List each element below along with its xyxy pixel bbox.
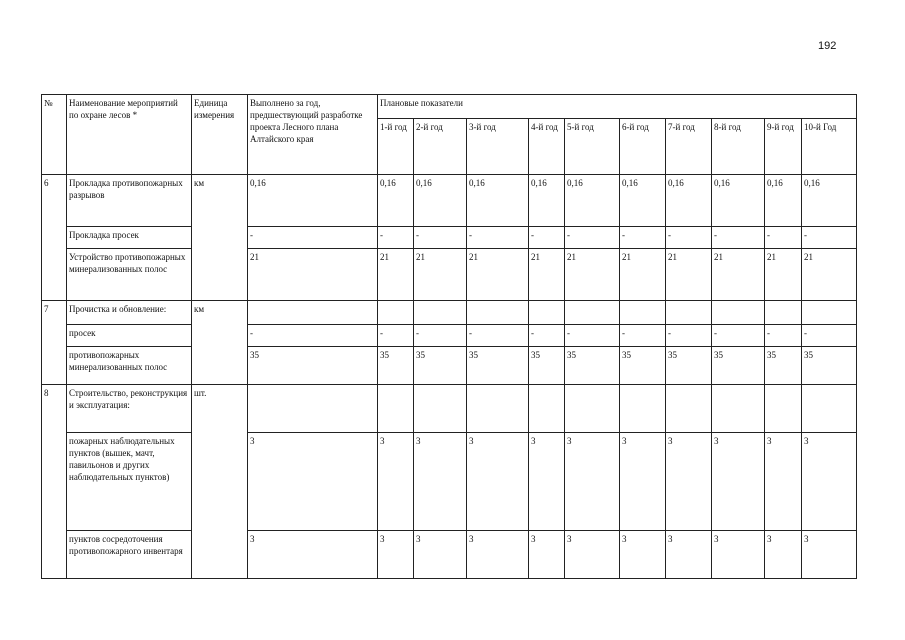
year-4-value [529, 301, 565, 325]
activity-name: просек [67, 325, 192, 347]
done-value [248, 385, 378, 433]
year-1-value: 0,16 [378, 175, 414, 227]
table-row [42, 249, 857, 301]
table-row [42, 175, 857, 227]
year-2-value: 35 [414, 347, 467, 385]
year-4-value: 21 [529, 249, 565, 301]
year-3-value: 3 [467, 531, 529, 579]
year-9-value: - [765, 325, 802, 347]
forest-protection-table [41, 94, 857, 579]
year-8-value [712, 385, 765, 433]
year-10-value: 35 [802, 347, 857, 385]
year-1-value: - [378, 227, 414, 249]
year-7-value: 21 [666, 249, 712, 301]
page-number: 192 [818, 40, 837, 52]
header-year-7: 7-й год [666, 119, 712, 175]
year-7-value [666, 301, 712, 325]
year-7-value: 35 [666, 347, 712, 385]
header-year-9: 9-й год [765, 119, 802, 175]
year-8-value [712, 301, 765, 325]
unit-cell: шт. [192, 385, 248, 579]
year-10-value: 3 [802, 531, 857, 579]
year-4-value: 0,16 [529, 175, 565, 227]
group-num: 7 [42, 301, 67, 385]
year-10-value: - [802, 227, 857, 249]
year-5-value [565, 385, 620, 433]
year-1-value: 3 [378, 531, 414, 579]
year-10-value: 3 [802, 433, 857, 531]
activity-name: пунктов сосредоточения противопожарного инвентаря [67, 531, 192, 579]
year-3-value [467, 385, 529, 433]
done-value: 0,16 [248, 175, 378, 227]
year-7-value [666, 385, 712, 433]
done-value [248, 301, 378, 325]
year-1-value [378, 301, 414, 325]
year-7-value: - [666, 325, 712, 347]
activity-name: противопожарных минерализованных полос [67, 347, 192, 385]
year-6-value: - [620, 227, 666, 249]
year-3-value: 35 [467, 347, 529, 385]
year-2-value: 0,16 [414, 175, 467, 227]
year-9-value: 21 [765, 249, 802, 301]
unit-cell: км [192, 301, 248, 385]
header-unit: Единица измерения [192, 95, 248, 175]
year-8-value: 3 [712, 433, 765, 531]
year-4-value: - [529, 325, 565, 347]
year-7-value: 3 [666, 433, 712, 531]
done-value: 3 [248, 531, 378, 579]
activity-name: Строительство, реконструкция и эксплуатация: [67, 385, 192, 433]
year-8-value: 0,16 [712, 175, 765, 227]
year-3-value: - [467, 227, 529, 249]
year-5-value: - [565, 325, 620, 347]
year-2-value: - [414, 227, 467, 249]
year-6-value: - [620, 325, 666, 347]
activity-name: Прокладка противопожарных разрывов [67, 175, 192, 227]
year-2-value: 3 [414, 433, 467, 531]
year-2-value: 3 [414, 531, 467, 579]
table-row [42, 433, 857, 531]
year-3-value: - [467, 325, 529, 347]
group-num: 8 [42, 385, 67, 579]
year-7-value: - [666, 227, 712, 249]
year-8-value: 35 [712, 347, 765, 385]
year-10-value [802, 301, 857, 325]
year-8-value: 3 [712, 531, 765, 579]
table-row [42, 347, 857, 385]
year-2-value: - [414, 325, 467, 347]
year-8-value: - [712, 227, 765, 249]
table-row [42, 325, 857, 347]
year-9-value: 35 [765, 347, 802, 385]
header-year-6: 6-й год [620, 119, 666, 175]
year-5-value: 21 [565, 249, 620, 301]
year-6-value: 3 [620, 531, 666, 579]
year-3-value [467, 301, 529, 325]
unit-cell: км [192, 175, 248, 301]
year-1-value: 21 [378, 249, 414, 301]
year-3-value: 21 [467, 249, 529, 301]
year-4-value: 3 [529, 531, 565, 579]
done-value: - [248, 325, 378, 347]
activity-name: Прочистка и обновление: [67, 301, 192, 325]
group-num: 6 [42, 175, 67, 301]
header-year-8: 8-й год [712, 119, 765, 175]
year-2-value [414, 385, 467, 433]
year-7-value: 3 [666, 531, 712, 579]
year-9-value: - [765, 227, 802, 249]
year-6-value: 21 [620, 249, 666, 301]
table-row [42, 301, 857, 325]
year-5-value: 3 [565, 433, 620, 531]
year-5-value: - [565, 227, 620, 249]
year-2-value [414, 301, 467, 325]
year-9-value: 0,16 [765, 175, 802, 227]
year-6-value [620, 301, 666, 325]
year-5-value: 35 [565, 347, 620, 385]
year-9-value [765, 301, 802, 325]
header-year-3: 3-й год [467, 119, 529, 175]
year-4-value: 35 [529, 347, 565, 385]
year-1-value: - [378, 325, 414, 347]
year-6-value: 3 [620, 433, 666, 531]
done-value: 21 [248, 249, 378, 301]
year-8-value: - [712, 325, 765, 347]
year-10-value: 0,16 [802, 175, 857, 227]
year-8-value: 21 [712, 249, 765, 301]
year-4-value: - [529, 227, 565, 249]
activity-name: Устройство противопожарных минерализованных полос [67, 249, 192, 301]
year-10-value: - [802, 325, 857, 347]
header-num: № [42, 95, 67, 175]
done-value: 35 [248, 347, 378, 385]
year-1-value [378, 385, 414, 433]
header-done: Выполнено за год, предшествующий разработке проекта Лесного плана Алтайского края [248, 95, 378, 175]
year-7-value: 0,16 [666, 175, 712, 227]
activity-name: пожарных наблюдательных пунктов (вышек, мачт, павильонов и других наблюдательных пунктов) [67, 433, 192, 531]
header-year-1: 1-й год [378, 119, 414, 175]
year-4-value: 3 [529, 433, 565, 531]
year-5-value [565, 301, 620, 325]
year-6-value: 0,16 [620, 175, 666, 227]
year-3-value: 3 [467, 433, 529, 531]
done-value: 3 [248, 433, 378, 531]
year-1-value: 3 [378, 433, 414, 531]
header-plan: Плановые показатели [378, 95, 857, 119]
header-year-10: 10-й Год [802, 119, 857, 175]
year-9-value: 3 [765, 531, 802, 579]
header-year-2: 2-й год [414, 119, 467, 175]
year-5-value: 3 [565, 531, 620, 579]
done-value: - [248, 227, 378, 249]
year-9-value: 3 [765, 433, 802, 531]
year-4-value [529, 385, 565, 433]
year-1-value: 35 [378, 347, 414, 385]
header-year-4: 4-й год [529, 119, 565, 175]
year-10-value [802, 385, 857, 433]
header-row [42, 95, 857, 119]
year-6-value [620, 385, 666, 433]
year-9-value [765, 385, 802, 433]
year-6-value: 35 [620, 347, 666, 385]
year-3-value: 0,16 [467, 175, 529, 227]
header-year-5: 5-й год [565, 119, 620, 175]
year-2-value: 21 [414, 249, 467, 301]
year-5-value: 0,16 [565, 175, 620, 227]
header-name: Наименование мероприятий по охране лесов * [67, 95, 192, 175]
year-10-value: 21 [802, 249, 857, 301]
table-row [42, 227, 857, 249]
table-row [42, 531, 857, 579]
activity-name: Прокладка просек [67, 227, 192, 249]
table-row [42, 385, 857, 433]
